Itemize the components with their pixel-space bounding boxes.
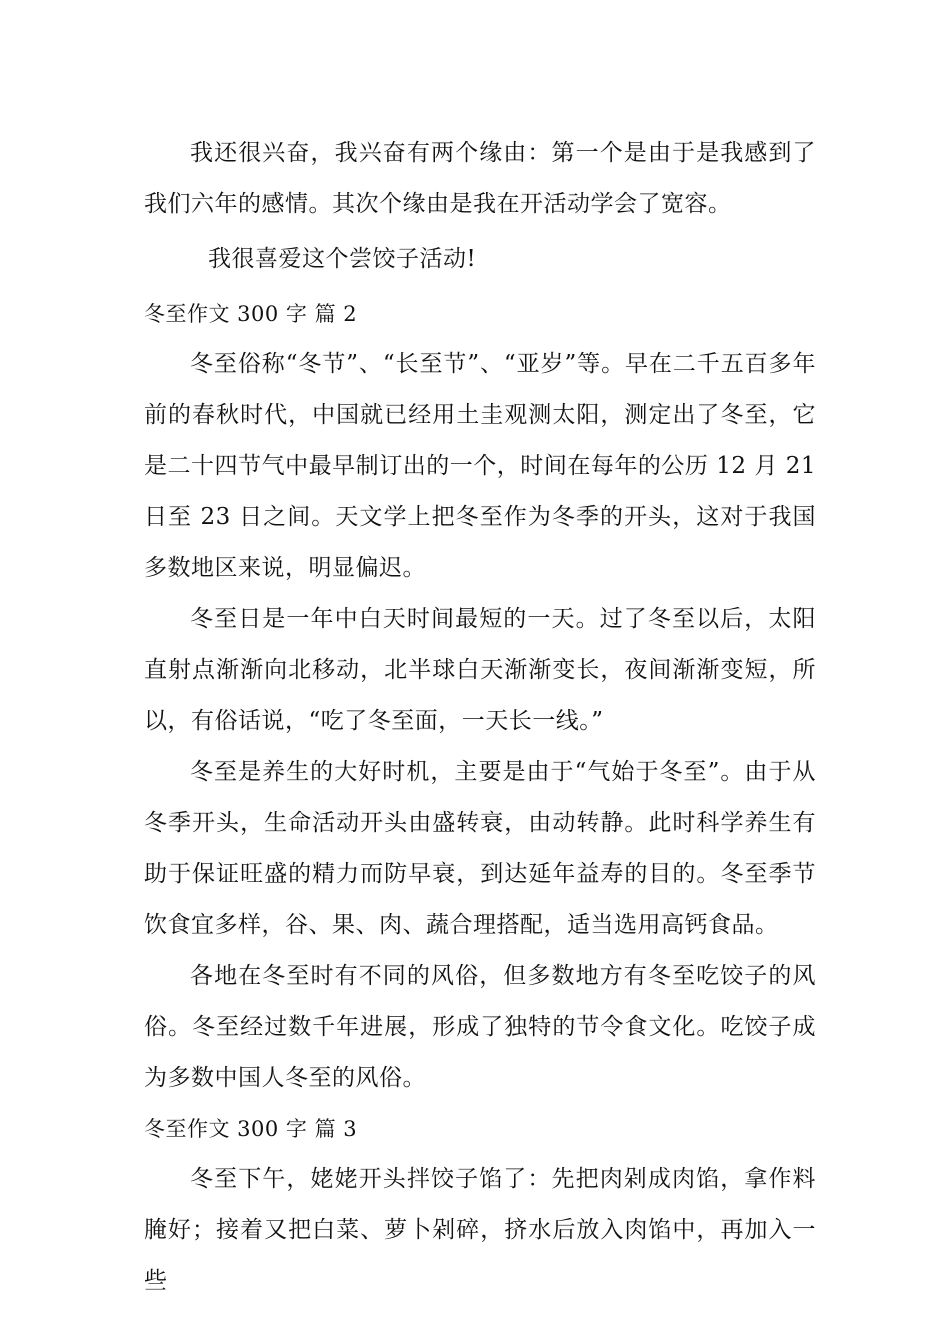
section-heading-part-2: 冬至作文 300 字 篇 2 (144, 302, 358, 326)
section-heading-part-3: 冬至作文 300 字 篇 3 (144, 1117, 358, 1141)
paragraph-shortest-day: 冬至日是一年中白天时间最短的一天。过了冬至以后，太阳直射点渐渐向北移动，北半球白天渐渐变长，夜间渐渐变短，所以，有俗话说，“吃了冬至面，一天长一线。” (144, 606, 816, 734)
paragraph-health-preservation: 冬至是养生的大好时机，主要是由于“气始于冬至”。由于从冬季开头，生命活动开头由盛转衰，由动转静。此时科学养生有助于保证旺盛的精力而防早衰，到达延年益寿的目的。冬至季节饮食宜多样，谷、果、肉、蔬合理搭配，适当选用高钙食品。 (144, 759, 816, 938)
paragraph-like-activity: 我很喜爱这个尝饺子活动! (208, 246, 477, 272)
paragraph-excitement-reasons: 我还很兴奋，我兴奋有两个缘由：第一个是由于是我感到了我们六年的感情。其次个缘由是我在开活动学会了宽容。 (144, 140, 816, 217)
document-body (144, 128, 816, 1307)
paragraph-grandma-filling: 冬至下午，姥姥开头拌饺子馅了：先把肉剁成肉馅，拿作料腌好；接着又把白菜、萝卜剁碎，挤水后放入肉馅中，再加入一些 (144, 1166, 816, 1294)
paragraph-winter-solstice-history: 冬至俗称“冬节”、“长至节”、“亚岁”等。早在二千五百多年前的春秋时代，中国就已经用土圭观测太阳，测定出了冬至，它是二十四节气中最早制订出的一个，时间在每年的公历 12 月 21 日至 23 日之间。天文学上把冬至作为冬季的开头，这对于我国多数地区来说，明显偏迟。 (144, 351, 816, 581)
paragraph-dumpling-custom: 各地在冬至时有不同的风俗，但多数地方有冬至吃饺子的风俗。冬至经过数千年进展，形成了独特的节令食文化。吃饺子成为多数中国人冬至的风俗。 (144, 963, 816, 1091)
